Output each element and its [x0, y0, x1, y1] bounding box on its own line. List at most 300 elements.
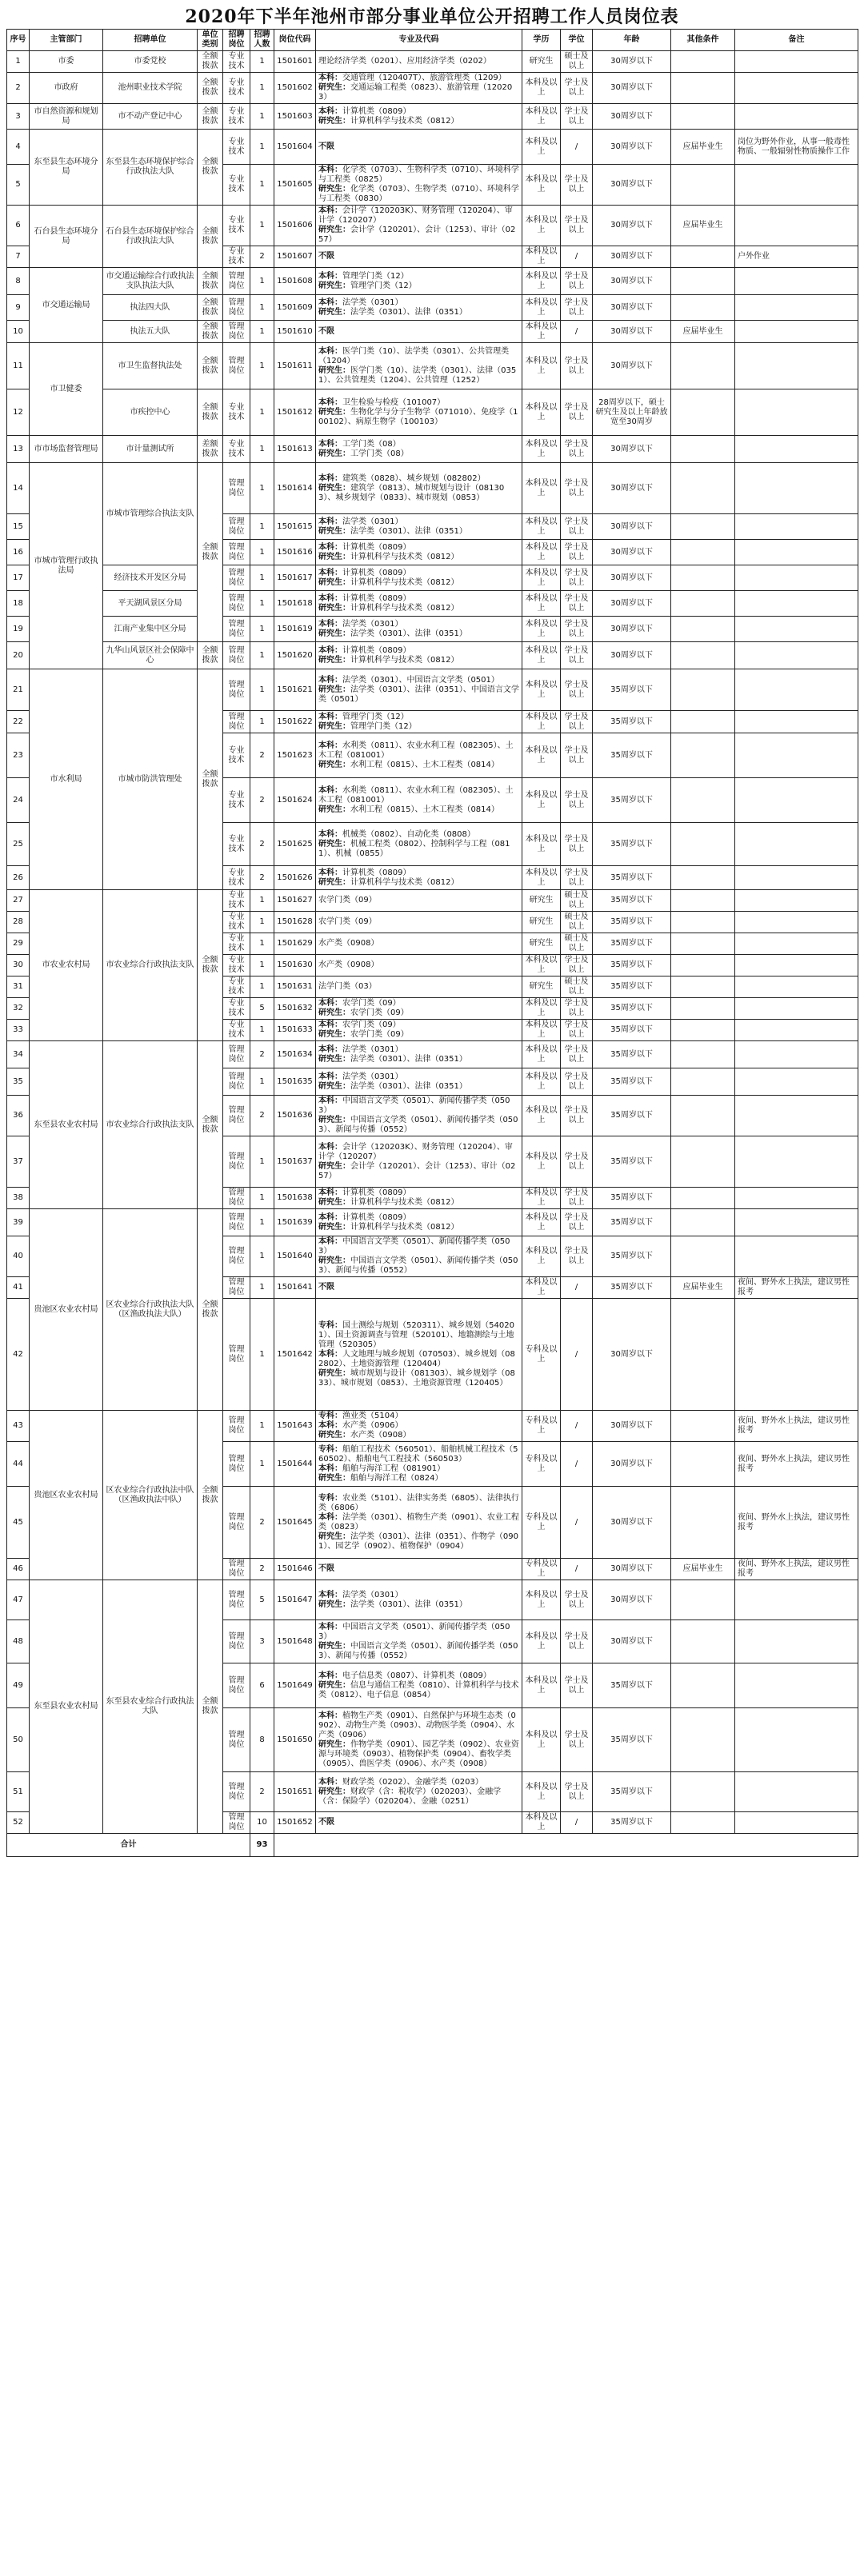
remarks-cell — [735, 642, 858, 669]
position-type-cell: 专业技术 — [223, 998, 250, 1020]
headcount-cell: 10 — [250, 1812, 274, 1834]
position-code-cell: 1501622 — [274, 711, 316, 733]
remarks-cell: 夜间、野外水上执法，建议男性报考 — [735, 1411, 858, 1442]
row-number-cell: 48 — [7, 1620, 30, 1663]
total-label: 合计 — [7, 1834, 250, 1857]
major-requirements-cell: 本科：法学类（0301）、中国语言文学类（0501） 研究生：法学类（0301）、法律（0351）、中国语言文学类（0501） — [316, 669, 522, 711]
position-type-cell: 管理岗位 — [223, 711, 250, 733]
unit-type-cell: 全额拨款 — [198, 130, 223, 206]
degree-cell: 学士及以上 — [561, 268, 593, 295]
major-requirements-cell: 本科：法学类（0301） 研究生：法学类（0301）、法律（0351） — [316, 295, 522, 321]
other-conditions-cell — [671, 1188, 735, 1209]
other-conditions-cell — [671, 890, 735, 912]
age-limit-cell: 35周岁以下 — [593, 1236, 671, 1277]
position-code-cell: 1501637 — [274, 1136, 316, 1188]
major-requirements-cell: 本科：中国语言文学类（0501）、新闻传播学类（0503） 研究生：中国语言文学类（0501）、新闻传播学类（0503）、新闻与传播（0552） — [316, 1096, 522, 1136]
education-cell: 本科及以上 — [522, 778, 561, 823]
remarks-cell — [735, 514, 858, 540]
row-number-cell: 20 — [7, 642, 30, 669]
education-cell: 本科及以上 — [522, 295, 561, 321]
education-cell: 本科及以上 — [522, 823, 561, 866]
degree-cell: / — [561, 1487, 593, 1559]
employer-cell: 经济技术开发区分局 — [103, 565, 198, 591]
headcount-cell: 1 — [250, 1068, 274, 1096]
other-conditions-cell — [671, 246, 735, 268]
degree-cell: 学士及以上 — [561, 642, 593, 669]
age-limit-cell: 35周岁以下 — [593, 1020, 671, 1041]
headcount-cell: 2 — [250, 1041, 274, 1068]
age-limit-cell: 35周岁以下 — [593, 733, 671, 778]
position-type-cell: 管理岗位 — [223, 514, 250, 540]
position-code-cell: 1501647 — [274, 1580, 316, 1620]
major-requirements-cell: 本科：农学门类（09） 研究生：农学门类（09） — [316, 1020, 522, 1041]
remarks-cell — [735, 1188, 858, 1209]
degree-cell: / — [561, 1442, 593, 1487]
position-code-cell: 1501652 — [274, 1812, 316, 1834]
major-requirements-cell: 本科：法学类（0301） 研究生：法学类（0301）、法律（0351） — [316, 1580, 522, 1620]
age-limit-cell: 28周岁以下，硕士研究生及以上年龄放宽至30周岁 — [593, 389, 671, 436]
department-cell: 市城市管理行政执法局 — [30, 463, 103, 669]
department-cell: 石台县生态环境分局 — [30, 206, 103, 268]
education-cell: 本科及以上 — [522, 1020, 561, 1041]
department-cell: 贵池区农业农村局 — [30, 1411, 103, 1580]
table-row — [7, 206, 858, 246]
headcount-cell: 1 — [250, 1188, 274, 1209]
column-header: 专业及代码 — [316, 30, 522, 51]
age-limit-cell: 30周岁以下 — [593, 206, 671, 246]
row-number-cell: 33 — [7, 1020, 30, 1041]
age-limit-cell: 35周岁以下 — [593, 890, 671, 912]
position-code-cell: 1501607 — [274, 246, 316, 268]
other-conditions-cell — [671, 778, 735, 823]
major-requirements-cell: 本科：工学门类（08） 研究生：工学门类（08） — [316, 436, 522, 463]
column-header: 岗位代码 — [274, 30, 316, 51]
degree-cell: / — [561, 1299, 593, 1411]
age-limit-cell: 35周岁以下 — [593, 711, 671, 733]
education-cell: 本科及以上 — [522, 1096, 561, 1136]
other-conditions-cell — [671, 295, 735, 321]
other-conditions-cell — [671, 1209, 735, 1236]
education-cell: 本科及以上 — [522, 389, 561, 436]
remarks-cell — [735, 1580, 858, 1620]
row-number-cell: 16 — [7, 540, 30, 565]
position-code-cell: 1501612 — [274, 389, 316, 436]
other-conditions-cell — [671, 73, 735, 104]
headcount-cell: 1 — [250, 890, 274, 912]
remarks-cell — [735, 912, 858, 933]
headcount-cell: 6 — [250, 1663, 274, 1708]
headcount-cell: 1 — [250, 165, 274, 206]
age-limit-cell: 35周岁以下 — [593, 955, 671, 976]
position-type-cell: 专业技术 — [223, 206, 250, 246]
education-cell: 本科及以上 — [522, 343, 561, 389]
unit-type-cell: 全额拨款 — [198, 321, 223, 343]
other-conditions-cell: 应届毕业生 — [671, 321, 735, 343]
row-number-cell: 46 — [7, 1559, 30, 1580]
education-cell: 本科及以上 — [522, 514, 561, 540]
remarks-cell — [735, 165, 858, 206]
headcount-cell: 1 — [250, 436, 274, 463]
headcount-cell: 1 — [250, 1236, 274, 1277]
remarks-cell — [735, 104, 858, 130]
position-type-cell: 管理岗位 — [223, 540, 250, 565]
employer-cell: 市不动产登记中心 — [103, 104, 198, 130]
major-requirements-cell: 本科：计算机类（0809） 研究生：计算机科学与技术类（0812） — [316, 642, 522, 669]
employer-cell: 江南产业集中区分局 — [103, 617, 198, 642]
remarks-cell — [735, 1096, 858, 1136]
department-cell: 市农业农村局 — [30, 890, 103, 1041]
remarks-cell — [735, 711, 858, 733]
position-type-cell: 管理岗位 — [223, 1487, 250, 1559]
headcount-cell: 1 — [250, 976, 274, 998]
position-code-cell: 1501617 — [274, 565, 316, 591]
position-code-cell: 1501627 — [274, 890, 316, 912]
other-conditions-cell — [671, 1772, 735, 1812]
degree-cell: 学士及以上 — [561, 591, 593, 617]
other-conditions-cell: 应届毕业生 — [671, 1277, 735, 1299]
age-limit-cell: 30周岁以下 — [593, 343, 671, 389]
age-limit-cell: 30周岁以下 — [593, 295, 671, 321]
position-type-cell: 专业技术 — [223, 436, 250, 463]
headcount-cell: 1 — [250, 540, 274, 565]
column-header: 招聘人数 — [250, 30, 274, 51]
major-requirements-cell: 本科：计算机类（0809） 研究生：计算机科学与技术类（0812） — [316, 565, 522, 591]
remarks-cell — [735, 389, 858, 436]
position-code-cell: 1501619 — [274, 617, 316, 642]
unit-type-cell: 全额拨款 — [198, 295, 223, 321]
position-code-cell: 1501631 — [274, 976, 316, 998]
unit-type-cell: 全额拨款 — [198, 1580, 223, 1834]
degree-cell: 学士及以上 — [561, 778, 593, 823]
other-conditions-cell — [671, 1411, 735, 1442]
degree-cell: 硕士及以上 — [561, 933, 593, 955]
position-code-cell: 1501630 — [274, 955, 316, 976]
remarks-cell — [735, 1041, 858, 1068]
row-number-cell: 4 — [7, 130, 30, 165]
row-number-cell: 37 — [7, 1136, 30, 1188]
position-code-cell: 1501649 — [274, 1663, 316, 1708]
headcount-cell: 1 — [250, 1020, 274, 1041]
headcount-cell: 1 — [250, 912, 274, 933]
education-cell: 本科及以上 — [522, 1812, 561, 1834]
remarks-cell — [735, 436, 858, 463]
headcount-cell: 1 — [250, 955, 274, 976]
position-type-cell: 管理岗位 — [223, 565, 250, 591]
unit-type-cell: 全额拨款 — [198, 463, 223, 642]
table-row — [7, 617, 858, 642]
degree-cell: 学士及以上 — [561, 540, 593, 565]
remarks-cell — [735, 733, 858, 778]
major-requirements-cell: 本科：农学门类（09） 研究生：农学门类（09） — [316, 998, 522, 1020]
position-code-cell: 1501643 — [274, 1411, 316, 1442]
remarks-cell: 夜间、野外水上执法，建议男性报考 — [735, 1559, 858, 1580]
other-conditions-cell — [671, 1136, 735, 1188]
other-conditions-cell — [671, 711, 735, 733]
position-type-cell: 管理岗位 — [223, 1812, 250, 1834]
department-cell: 市卫健委 — [30, 343, 103, 436]
remarks-cell — [735, 778, 858, 823]
age-limit-cell: 35周岁以下 — [593, 669, 671, 711]
table-row — [7, 669, 858, 711]
education-cell: 研究生 — [522, 51, 561, 73]
other-conditions-cell — [671, 463, 735, 514]
degree-cell: 学士及以上 — [561, 669, 593, 711]
other-conditions-cell — [671, 51, 735, 73]
age-limit-cell: 30周岁以下 — [593, 165, 671, 206]
employer-cell: 市交通运输综合行政执法支队执法大队 — [103, 268, 198, 295]
row-number-cell: 7 — [7, 246, 30, 268]
education-cell: 本科及以上 — [522, 669, 561, 711]
remarks-cell — [735, 933, 858, 955]
remarks-cell — [735, 1068, 858, 1096]
row-number-cell: 32 — [7, 998, 30, 1020]
position-type-cell: 管理岗位 — [223, 1299, 250, 1411]
row-number-cell: 26 — [7, 866, 30, 890]
major-requirements-cell: 不限 — [316, 1812, 522, 1834]
education-cell: 专科及以上 — [522, 1487, 561, 1559]
remarks-cell — [735, 51, 858, 73]
other-conditions-cell — [671, 389, 735, 436]
degree-cell: 学士及以上 — [561, 463, 593, 514]
row-number-cell: 23 — [7, 733, 30, 778]
row-number-cell: 47 — [7, 1580, 30, 1620]
education-cell: 研究生 — [522, 912, 561, 933]
degree-cell: 硕士及以上 — [561, 912, 593, 933]
major-requirements-cell: 法学门类（03） — [316, 976, 522, 998]
degree-cell: 学士及以上 — [561, 1188, 593, 1209]
total-blank — [274, 1834, 858, 1857]
education-cell: 本科及以上 — [522, 104, 561, 130]
column-header: 学历 — [522, 30, 561, 51]
age-limit-cell: 30周岁以下 — [593, 617, 671, 642]
major-requirements-cell: 专科：国土测绘与规划（520311）、城乡规划（540201）、国土资源调查与管理（520101）、地籍测绘与土地管理（520305） 本科：人文地理与城乡规划（070503）、城乡规划（082802）、土地资源管理（120404） 研究生：城市规划与设计（081303）、城乡规划学（0833）、城市规划（0853）、土地资源管理（120405） — [316, 1299, 522, 1411]
other-conditions-cell — [671, 514, 735, 540]
remarks-cell — [735, 617, 858, 642]
age-limit-cell: 30周岁以下 — [593, 321, 671, 343]
position-type-cell: 专业技术 — [223, 389, 250, 436]
position-type-cell: 管理岗位 — [223, 1442, 250, 1487]
remarks-cell — [735, 268, 858, 295]
remarks-cell: 夜间、野外水上执法，建议男性报考 — [735, 1442, 858, 1487]
degree-cell: 学士及以上 — [561, 1620, 593, 1663]
row-number-cell: 24 — [7, 778, 30, 823]
position-code-cell: 1501605 — [274, 165, 316, 206]
row-number-cell: 42 — [7, 1299, 30, 1411]
headcount-cell: 1 — [250, 1136, 274, 1188]
headcount-cell: 1 — [250, 463, 274, 514]
other-conditions-cell — [671, 1096, 735, 1136]
row-number-cell: 38 — [7, 1188, 30, 1209]
other-conditions-cell — [671, 1620, 735, 1663]
position-type-cell: 管理岗位 — [223, 591, 250, 617]
headcount-cell: 1 — [250, 617, 274, 642]
education-cell: 本科及以上 — [522, 711, 561, 733]
headcount-cell: 1 — [250, 933, 274, 955]
other-conditions-cell — [671, 1708, 735, 1772]
age-limit-cell: 30周岁以下 — [593, 540, 671, 565]
remarks-cell — [735, 998, 858, 1020]
headcount-cell: 5 — [250, 998, 274, 1020]
headcount-cell: 1 — [250, 642, 274, 669]
major-requirements-cell: 本科：计算机类（0809） 研究生：计算机科学与技术类（0812） — [316, 1188, 522, 1209]
row-number-cell: 31 — [7, 976, 30, 998]
education-cell: 研究生 — [522, 976, 561, 998]
table-row — [7, 591, 858, 617]
age-limit-cell: 35周岁以下 — [593, 866, 671, 890]
row-number-cell: 22 — [7, 711, 30, 733]
age-limit-cell: 35周岁以下 — [593, 1277, 671, 1299]
education-cell: 本科及以上 — [522, 1236, 561, 1277]
degree-cell: 学士及以上 — [561, 1136, 593, 1188]
headcount-cell: 2 — [250, 778, 274, 823]
position-type-cell: 管理岗位 — [223, 1411, 250, 1442]
position-code-cell: 1501624 — [274, 778, 316, 823]
other-conditions-cell — [671, 866, 735, 890]
education-cell: 本科及以上 — [522, 268, 561, 295]
table-row — [7, 104, 858, 130]
major-requirements-cell: 水产类（0908） — [316, 933, 522, 955]
age-limit-cell: 30周岁以下 — [593, 1580, 671, 1620]
employer-cell: 执法四大队 — [103, 295, 198, 321]
department-cell: 东至县农业农村局 — [30, 1580, 103, 1834]
employer-cell: 市农业综合行政执法支队 — [103, 890, 198, 1041]
education-cell: 本科及以上 — [522, 540, 561, 565]
degree-cell: / — [561, 1812, 593, 1834]
position-type-cell: 专业技术 — [223, 246, 250, 268]
other-conditions-cell — [671, 976, 735, 998]
age-limit-cell: 30周岁以下 — [593, 1487, 671, 1559]
position-type-cell: 管理岗位 — [223, 268, 250, 295]
employer-cell: 市计量测试所 — [103, 436, 198, 463]
table-row — [7, 890, 858, 912]
table-row — [7, 1411, 858, 1442]
degree-cell: 学士及以上 — [561, 617, 593, 642]
headcount-cell: 1 — [250, 206, 274, 246]
position-type-cell: 管理岗位 — [223, 343, 250, 389]
degree-cell: 学士及以上 — [561, 295, 593, 321]
degree-cell: / — [561, 1411, 593, 1442]
row-number-cell: 40 — [7, 1236, 30, 1277]
remarks-cell: 夜间、野外水上执法，建议男性报考 — [735, 1487, 858, 1559]
other-conditions-cell — [671, 165, 735, 206]
employer-cell: 执法五大队 — [103, 321, 198, 343]
remarks-cell — [735, 73, 858, 104]
degree-cell: 学士及以上 — [561, 1020, 593, 1041]
other-conditions-cell — [671, 104, 735, 130]
other-conditions-cell — [671, 823, 735, 866]
position-code-cell: 1501601 — [274, 51, 316, 73]
major-requirements-cell: 本科：医学门类（10）、法学类（0301）、公共管理类（1204） 研究生：医学门类（10）、法学类（0301）、法律（0351）、公共管理类（1204）、公共管理（1252） — [316, 343, 522, 389]
position-type-cell: 管理岗位 — [223, 1096, 250, 1136]
row-number-cell: 21 — [7, 669, 30, 711]
position-type-cell: 管理岗位 — [223, 1559, 250, 1580]
position-type-cell: 专业技术 — [223, 733, 250, 778]
department-cell: 贵池区农业农村局 — [30, 1209, 103, 1411]
remarks-cell — [735, 343, 858, 389]
major-requirements-cell: 不限 — [316, 1277, 522, 1299]
row-number-cell: 8 — [7, 268, 30, 295]
remarks-cell — [735, 463, 858, 514]
unit-type-cell: 全额拨款 — [198, 73, 223, 104]
other-conditions-cell — [671, 540, 735, 565]
position-type-cell: 管理岗位 — [223, 1136, 250, 1188]
degree-cell: / — [561, 321, 593, 343]
degree-cell: 学士及以上 — [561, 1209, 593, 1236]
row-number-cell: 28 — [7, 912, 30, 933]
position-code-cell: 1501646 — [274, 1559, 316, 1580]
table-row — [7, 463, 858, 514]
unit-type-cell: 全额拨款 — [198, 1209, 223, 1411]
other-conditions-cell — [671, 1442, 735, 1487]
position-code-cell: 1501651 — [274, 1772, 316, 1812]
remarks-cell — [735, 1812, 858, 1834]
major-requirements-cell: 本科：电子信息类（0807）、计算机类（0809） 研究生：信息与通信工程类（0810）、计算机科学与技术类（0812）、电子信息（0854） — [316, 1663, 522, 1708]
position-code-cell: 1501626 — [274, 866, 316, 890]
age-limit-cell: 35周岁以下 — [593, 1663, 671, 1708]
unit-type-cell: 全额拨款 — [198, 343, 223, 389]
table-header-row — [7, 30, 858, 51]
headcount-cell: 1 — [250, 130, 274, 165]
remarks-cell — [735, 866, 858, 890]
position-type-cell: 专业技术 — [223, 955, 250, 976]
education-cell: 本科及以上 — [522, 866, 561, 890]
major-requirements-cell: 水产类（0908） — [316, 955, 522, 976]
position-type-cell: 管理岗位 — [223, 1708, 250, 1772]
position-type-cell: 管理岗位 — [223, 1277, 250, 1299]
column-header: 其他条件 — [671, 30, 735, 51]
education-cell: 本科及以上 — [522, 1209, 561, 1236]
row-number-cell: 30 — [7, 955, 30, 976]
major-requirements-cell: 本科：法学类（0301） 研究生：法学类（0301）、法律（0351） — [316, 514, 522, 540]
education-cell: 本科及以上 — [522, 1663, 561, 1708]
other-conditions-cell — [671, 617, 735, 642]
position-type-cell: 管理岗位 — [223, 642, 250, 669]
position-type-cell: 专业技术 — [223, 976, 250, 998]
position-code-cell: 1501602 — [274, 73, 316, 104]
position-code-cell: 1501621 — [274, 669, 316, 711]
position-code-cell: 1501606 — [274, 206, 316, 246]
degree-cell: 硕士及以上 — [561, 51, 593, 73]
headcount-cell: 5 — [250, 1580, 274, 1620]
headcount-cell: 1 — [250, 669, 274, 711]
row-number-cell: 50 — [7, 1708, 30, 1772]
education-cell: 本科及以上 — [522, 130, 561, 165]
column-header: 主管部门 — [30, 30, 103, 51]
education-cell: 本科及以上 — [522, 73, 561, 104]
age-limit-cell: 30周岁以下 — [593, 514, 671, 540]
age-limit-cell: 35周岁以下 — [593, 933, 671, 955]
major-requirements-cell: 本科：化学类（0703）、生物科学类（0710）、环境科学与工程类（0825） 研究生：化学类（0703）、生物学类（0710）、环境科学与工程类（0830） — [316, 165, 522, 206]
degree-cell: 学士及以上 — [561, 1580, 593, 1620]
education-cell: 研究生 — [522, 890, 561, 912]
age-limit-cell: 35周岁以下 — [593, 823, 671, 866]
other-conditions-cell — [671, 998, 735, 1020]
other-conditions-cell — [671, 268, 735, 295]
age-limit-cell: 35周岁以下 — [593, 1772, 671, 1812]
age-limit-cell: 30周岁以下 — [593, 268, 671, 295]
employer-cell: 市委党校 — [103, 51, 198, 73]
unit-type-cell: 差额拨款 — [198, 436, 223, 463]
employer-cell: 市卫生监督执法处 — [103, 343, 198, 389]
age-limit-cell: 30周岁以下 — [593, 104, 671, 130]
other-conditions-cell: 应届毕业生 — [671, 206, 735, 246]
major-requirements-cell: 本科：会计学（120203K）、财务管理（120204）、审计学（120207） 研究生：会计学（120201）、会计（1253）、审计（0257） — [316, 206, 522, 246]
degree-cell: 学士及以上 — [561, 1041, 593, 1068]
degree-cell: 学士及以上 — [561, 565, 593, 591]
row-number-cell: 12 — [7, 389, 30, 436]
age-limit-cell: 30周岁以下 — [593, 642, 671, 669]
page-title: 2020年下半年池州市部分事业单位公开招聘工作人员岗位表 — [185, 6, 679, 27]
